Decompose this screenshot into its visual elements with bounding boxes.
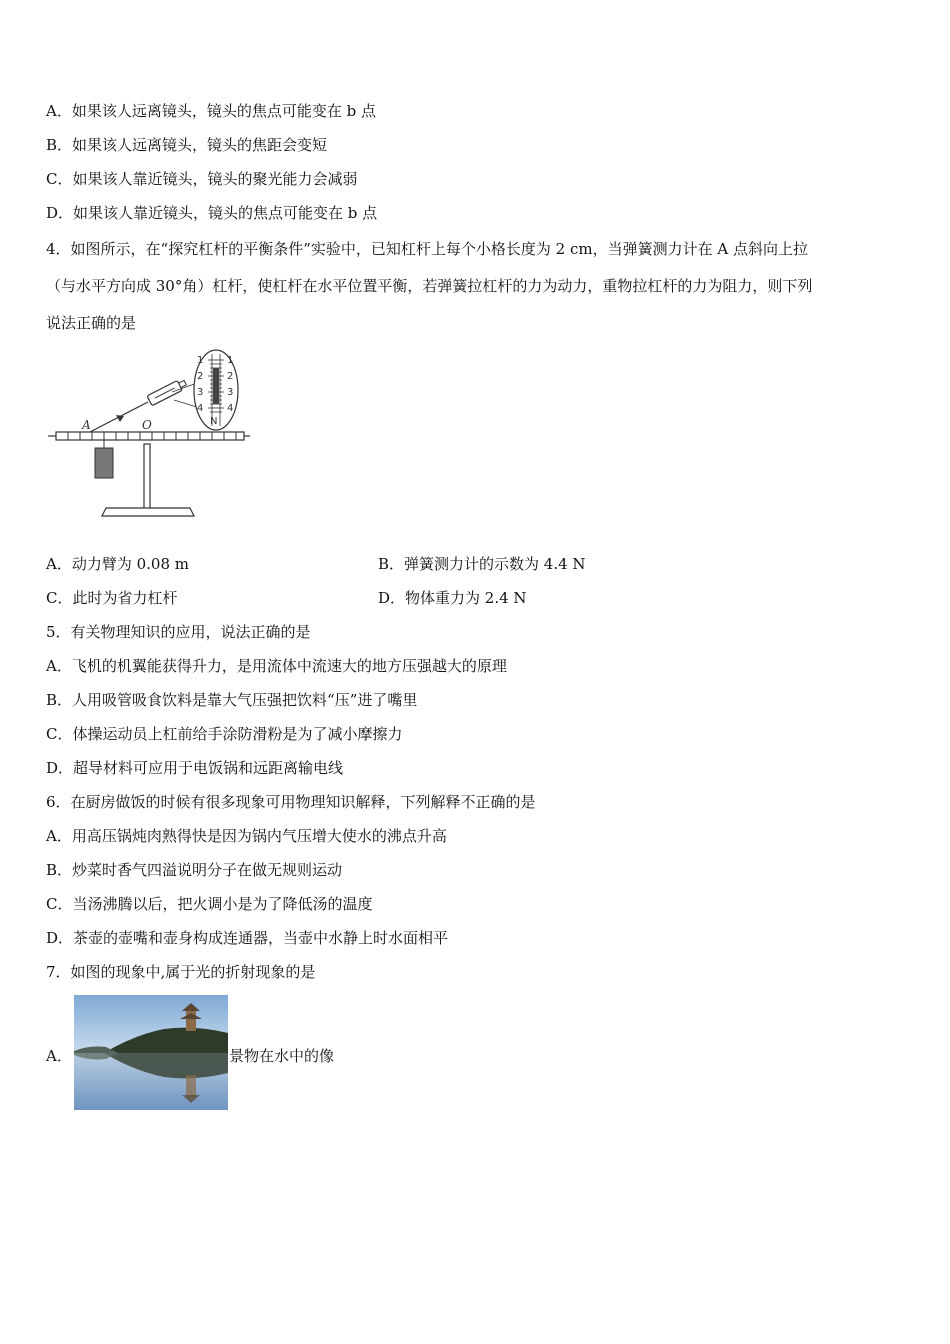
dial-pointer	[213, 368, 219, 404]
q4-stem-line-2: （与水平方向成 30°角）杠杆，使杠杆在水平位置平衡，若弹簧拉杠杆的力为动力，重物拉杠杆的力为阻力，则下列	[46, 277, 813, 295]
dial-number-left-2: 2	[197, 371, 204, 382]
dial-unit: N	[210, 416, 218, 427]
label-a: A	[82, 418, 91, 432]
q6-option-d: D．茶壶的壶嘴和壶身构成连通器，当壶中水静上时水面相平	[46, 929, 449, 947]
label-o: O	[142, 418, 152, 432]
q4-option-b: B．弹簧测力计的示数为 4.4 N	[378, 555, 586, 573]
q7-option-a-text: 景物在水中的像	[229, 1047, 335, 1065]
q7-option-a-label: A．	[46, 1047, 72, 1065]
q7-stem: 7．如图的现象中,属于光的折射现象的是	[46, 963, 316, 981]
dial-number-right-3: 3	[227, 387, 234, 398]
lever-bar	[56, 432, 244, 440]
q6-option-c: C．当汤沸腾以后，把火调小是为了降低汤的温度	[46, 895, 373, 913]
q6-stem: 6．在厨房做饭的时候有很多现象可用物理知识解释，下列解释不正确的是	[46, 793, 536, 811]
q4-option-d: D．物体重力为 2.4 N	[378, 589, 527, 607]
dial-number-left-4: 4	[197, 403, 204, 414]
q5-option-d: D．超导材料可应用于电饭锅和远距离输电线	[46, 759, 344, 777]
spring-scale	[147, 378, 188, 406]
dial-number-right-1: 1	[227, 355, 234, 366]
q5-option-c: C．体操运动员上杠前给手涂防滑粉是为了减小摩擦力	[46, 725, 403, 743]
q3-option-b: B．如果该人远离镜头，镜头的焦距会变短	[46, 136, 328, 154]
dial-number-right-2: 2	[227, 371, 234, 382]
q4-option-a: A．动力臂为 0.08 m	[46, 555, 189, 573]
q5-stem: 5．有关物理知识的应用，说法正确的是	[46, 623, 311, 641]
stand-base	[102, 508, 194, 516]
q3-option-c: C．如果该人靠近镜头，镜头的聚光能力会减弱	[46, 170, 358, 188]
q6-option-b: B．炒菜时香气四溢说明分子在做无规则运动	[46, 861, 343, 879]
hanging-weight	[95, 448, 113, 478]
q3-option-a: A．如果该人远离镜头，镜头的焦点可能变在 b 点	[46, 102, 376, 120]
reflection-photo	[74, 995, 228, 1110]
q4-stem-line-3: 说法正确的是	[46, 314, 137, 332]
dial-number-left-1: 1	[197, 355, 204, 366]
dial-number-left-3: 3	[197, 387, 204, 398]
q3-option-d: D．如果该人靠近镜头，镜头的焦点可能变在 b 点	[46, 204, 378, 222]
q5-option-a: A．飞机的机翼能获得升力，是用流体中流速大的地方压强越大的原理	[46, 657, 507, 675]
dial-number-right-4: 4	[227, 403, 234, 414]
stand-pole	[144, 444, 150, 510]
q4-stem-line-1: 4．如图所示，在“探究杠杆的平衡条件”实验中，已知杠杆上每个小格长度为 2 cm，当弹簧测力计在 A 点斜向上拉	[46, 240, 808, 258]
q6-option-a: A．用高压锅炖肉熟得快是因为锅内气压增大使水的沸点升高	[46, 827, 447, 845]
lever-figure	[44, 344, 254, 524]
q5-option-b: B．人用吸管吸食饮料是靠大气压强把饮料“压”进了嘴里	[46, 691, 418, 709]
q4-option-c: C．此时为省力杠杆	[46, 589, 178, 607]
